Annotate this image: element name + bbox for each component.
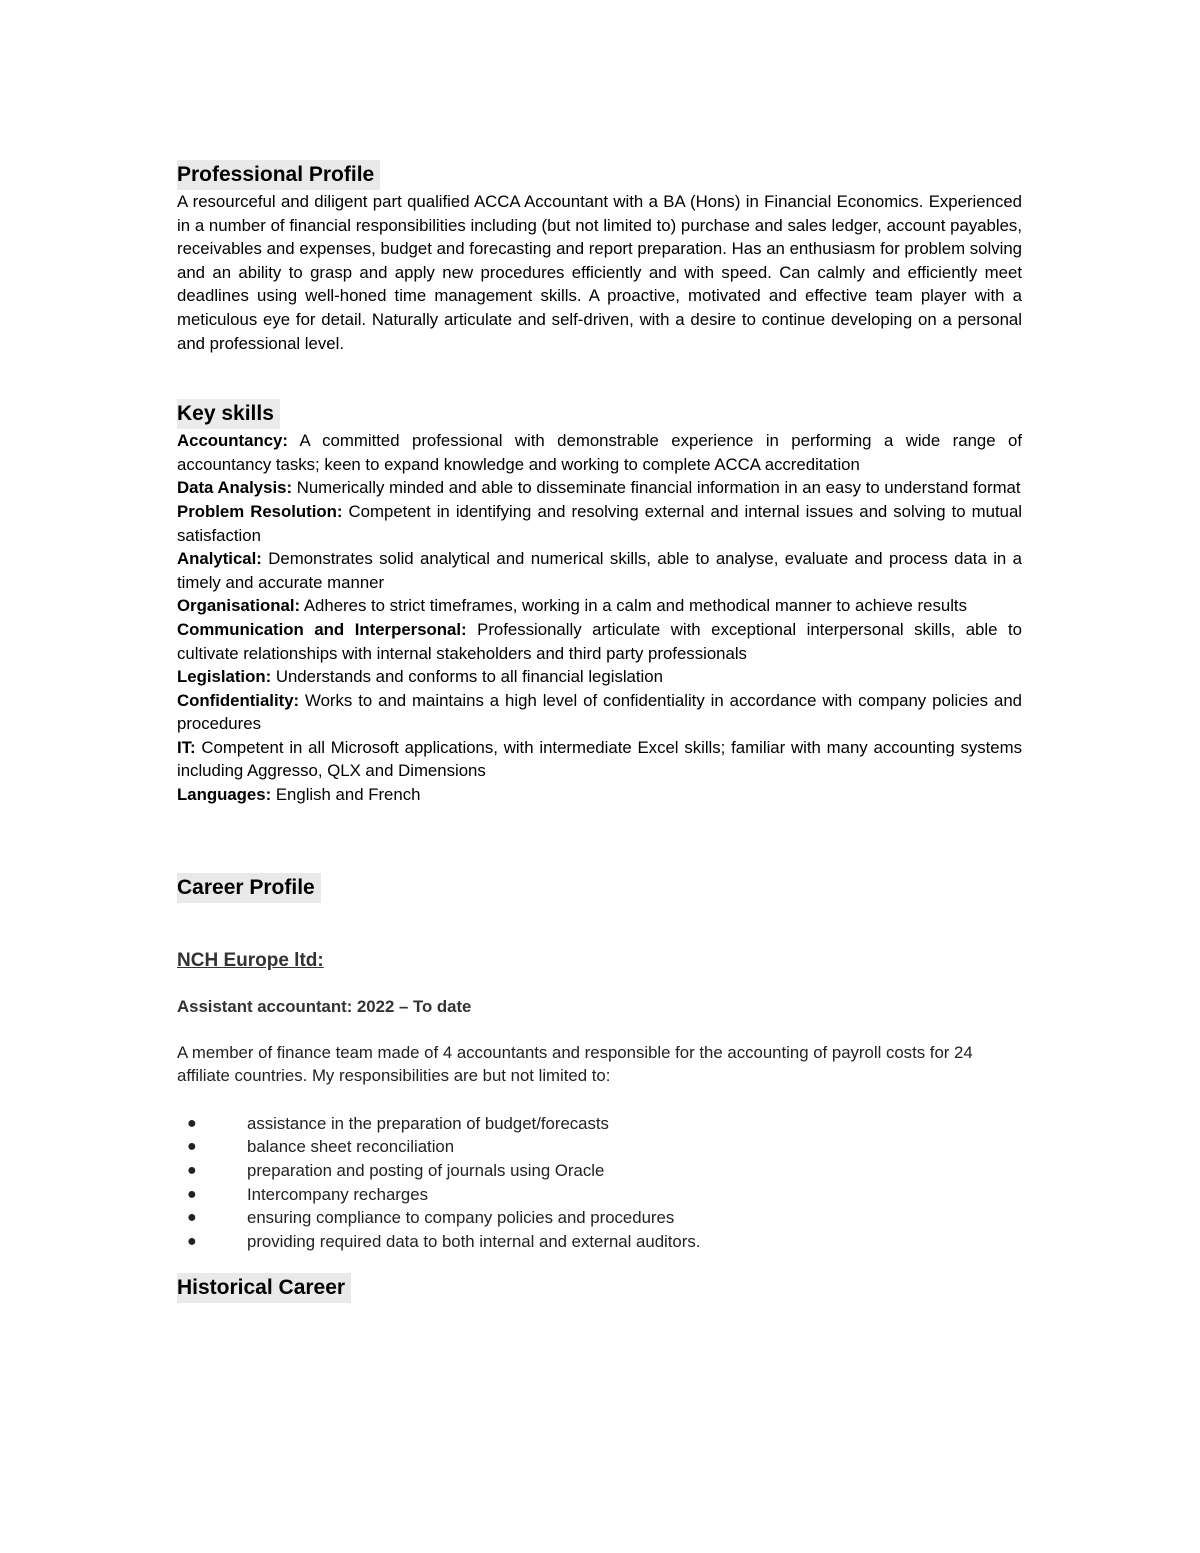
list-item bbox=[177, 1206, 1022, 1230]
skill-label: Languages: bbox=[177, 785, 272, 805]
key-skills-list bbox=[177, 429, 1022, 807]
skill-confidentiality bbox=[177, 689, 1022, 736]
skill-label: Legislation: bbox=[177, 667, 272, 687]
responsibilities-list bbox=[177, 1112, 1022, 1254]
bullet-icon: ● bbox=[187, 1185, 197, 1203]
professional-profile-heading: Professional Profile bbox=[177, 160, 380, 190]
skill-text: Works to and maintains a high level of confidentiality in accordance with company policies and procedures bbox=[177, 690, 1022, 734]
skill-text: Competent in identifying and resolving external and internal issues and solving to mutual satisfaction bbox=[177, 501, 1023, 545]
professional-profile-text: A resourceful and diligent part qualified ACCA Accountant with a BA (Hons) in Financial Economics. Experienced in a number of financial responsibilities including (but not limited to) purchase and sales ledger, account payables, receivables and expenses, budget and forecasting and report preparation. Has an enthusiasm for problem solving and an ability to grasp and apply new procedures efficiently and with speed. Can calmly and efficiently meet deadlines using well-honed time management skills. A proactive, motivated and effective team player with a meticulous eye for detail. Naturally articulate and self-driven, with a desire to continue developing on a personal and professional level. bbox=[177, 192, 1022, 353]
skill-text: Understands and conforms to all financial legislation bbox=[271, 667, 663, 687]
skill-legislation bbox=[177, 665, 1022, 689]
skill-text: Competent in all Microsoft applications, with intermediate Excel skills; familiar with many accounting systems including Aggresso, QLX and Dimensions bbox=[177, 737, 1022, 781]
skill-text: Numerically minded and able to disseminate financial information in an easy to understand format bbox=[292, 478, 1021, 498]
skill-text: A committed professional with demonstrable experience in performing a wide range of accountancy tasks; keen to expand knowledge and working to complete ACCA accreditation bbox=[177, 431, 1022, 474]
skill-label: Analytical: bbox=[177, 549, 262, 569]
bullet-icon: ● bbox=[187, 1232, 197, 1250]
skill-text: English and French bbox=[271, 785, 421, 805]
bullet-icon: ● bbox=[187, 1162, 197, 1180]
key-skills-section bbox=[177, 399, 1022, 807]
resume-content bbox=[177, 160, 1022, 1303]
skill-problem-resolution bbox=[177, 500, 1022, 547]
list-item bbox=[177, 1230, 1022, 1254]
bullet-icon: ● bbox=[187, 1138, 197, 1156]
bullet-icon: ● bbox=[187, 1209, 197, 1227]
skill-label: Problem Resolution: bbox=[177, 501, 343, 521]
responsibility-text: balance sheet reconciliation bbox=[247, 1137, 455, 1157]
skill-accountancy bbox=[177, 429, 1022, 476]
responsibility-text: preparation and posting of journals using Oracle bbox=[247, 1161, 605, 1181]
list-item bbox=[177, 1112, 1022, 1136]
skill-organisational bbox=[177, 594, 1022, 618]
skill-text: Professionally articulate with exceptional interpersonal skills, able to cultivate relationships with internal stakeholders and third party professionals bbox=[177, 619, 1022, 663]
skill-data-analysis bbox=[177, 476, 1022, 500]
responsibility-text: Intercompany recharges bbox=[247, 1184, 428, 1204]
responsibility-text: assistance in the preparation of budget/forecasts bbox=[247, 1113, 609, 1133]
responsibility-text: ensuring compliance to company policies and procedures bbox=[247, 1208, 675, 1228]
skill-label: Data Analysis: bbox=[177, 478, 293, 498]
company-name: NCH Europe ltd: bbox=[177, 949, 324, 971]
career-profile-heading: Career Profile bbox=[177, 873, 321, 903]
skill-text: Adheres to strict timeframes, working in a calm and methodical manner to achieve results bbox=[300, 596, 967, 616]
skill-label: Communication and Interpersonal: bbox=[177, 619, 467, 639]
career-profile-section bbox=[177, 873, 1022, 1254]
responsibility-text: providing required data to both internal and external auditors. bbox=[247, 1231, 701, 1251]
professional-profile-section bbox=[177, 160, 1022, 355]
job-role: Assistant accountant: 2022 – To date bbox=[177, 996, 472, 1016]
list-item bbox=[177, 1183, 1022, 1207]
skill-label: Organisational: bbox=[177, 596, 301, 616]
list-item bbox=[177, 1159, 1022, 1183]
key-skills-heading: Key skills bbox=[177, 399, 280, 429]
list-item bbox=[177, 1135, 1022, 1159]
historical-career-heading: Historical Career bbox=[177, 1273, 351, 1303]
historical-career-section bbox=[177, 1273, 1022, 1303]
skill-languages bbox=[177, 783, 1022, 807]
job-summary: A member of finance team made of 4 accountants and responsible for the accounting of payroll costs for 24 affiliate countries. My responsibilities are but not limited to: bbox=[177, 1042, 973, 1086]
skill-label: Accountancy: bbox=[177, 431, 288, 451]
skill-it bbox=[177, 736, 1022, 783]
skill-text: Demonstrates solid analytical and numerical skills, able to analyse, evaluate and process data in a timely and accurate manner bbox=[177, 549, 1022, 592]
skill-label: Confidentiality: bbox=[177, 690, 300, 710]
skill-label: IT: bbox=[177, 737, 196, 757]
bullet-icon: ● bbox=[187, 1114, 197, 1132]
skill-analytical bbox=[177, 547, 1022, 594]
skill-communication bbox=[177, 618, 1022, 665]
